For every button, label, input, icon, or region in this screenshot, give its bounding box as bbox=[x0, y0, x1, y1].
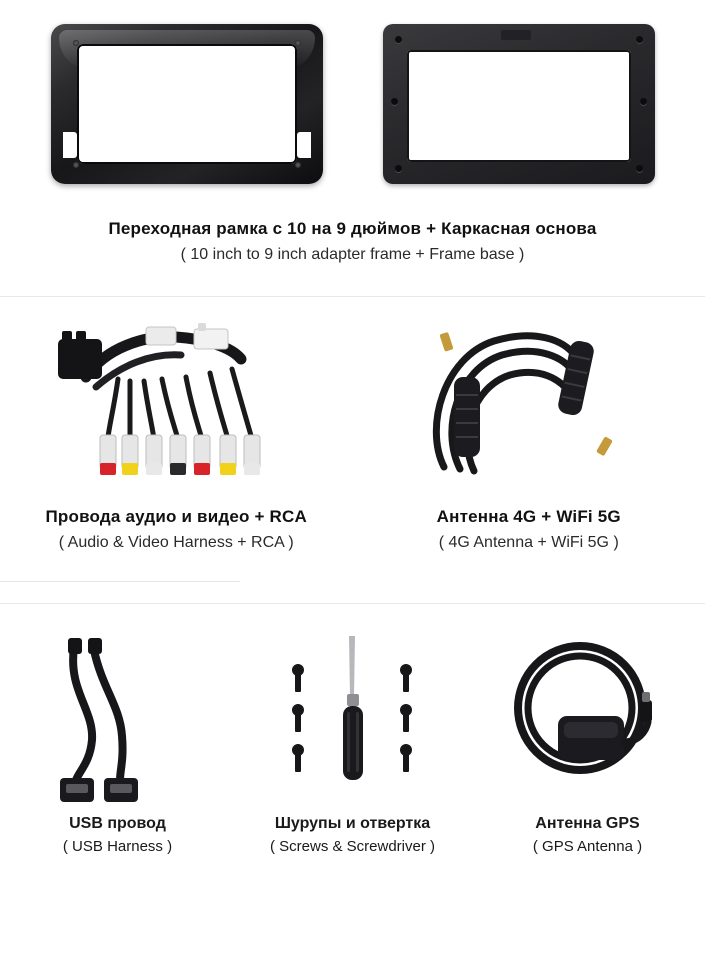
section-adapter-frame bbox=[0, 0, 705, 270]
section-usb-screws-gps bbox=[0, 604, 705, 934]
frame-base-hole bbox=[640, 98, 647, 105]
screws-screwdriver-image bbox=[263, 630, 443, 805]
frame-screw-icon bbox=[73, 40, 79, 46]
frame-screw-icon bbox=[73, 162, 79, 168]
item-av-harness bbox=[0, 317, 353, 554]
frame-notch-left bbox=[63, 132, 77, 158]
frame-base-tab bbox=[501, 30, 531, 40]
frame-notch-right bbox=[297, 132, 311, 158]
item-usb-harness bbox=[0, 630, 235, 855]
frame-images bbox=[0, 24, 705, 184]
matte-frame-base-image bbox=[383, 24, 655, 184]
screws-screwdriver-drawing bbox=[263, 630, 443, 805]
antenna-4g-drawing bbox=[414, 317, 644, 492]
frame-base-hole bbox=[636, 36, 643, 43]
gps-antenna-drawing bbox=[488, 630, 688, 805]
gps-antenna-label-en: ( GPS Antenna ) bbox=[532, 838, 643, 855]
screws-screwdriver-label-ru: Шурупы и отвертка bbox=[274, 815, 431, 832]
section-harness-antenna bbox=[0, 297, 705, 597]
item-screws-screwdriver bbox=[235, 630, 470, 855]
frame-base-hole bbox=[395, 165, 402, 172]
usb-harness-label-en: ( USB Harness ) bbox=[62, 838, 173, 855]
frame-base-hole bbox=[395, 36, 402, 43]
usb-harness-drawing bbox=[28, 630, 208, 805]
item-antenna-4g bbox=[353, 317, 705, 554]
decorative-rule bbox=[0, 581, 240, 582]
screws-screwdriver-label-en: ( Screws & Screwdriver ) bbox=[269, 838, 436, 855]
adapter-frame-label-en: ( 10 inch to 9 inch adapter frame + Frame base ) bbox=[180, 246, 525, 264]
frame-screw-icon bbox=[295, 162, 301, 168]
av-harness-label-ru: Провода аудио и видео + RCA bbox=[45, 507, 307, 526]
frame-gloss-highlight bbox=[59, 30, 315, 70]
frame-base-hole bbox=[391, 98, 398, 105]
av-harness-drawing bbox=[26, 317, 326, 492]
adapter-frame-label-ru: Переходная рамка с 10 на 9 дюймов + Каркасная основа bbox=[108, 219, 597, 238]
item-gps-antenna bbox=[470, 630, 705, 855]
gps-antenna-label-ru: Антенна GPS bbox=[535, 815, 640, 832]
glossy-adapter-frame-image bbox=[51, 24, 323, 184]
antenna-4g-label-ru: Антенна 4G + WiFi 5G bbox=[436, 507, 621, 526]
frame-base-hole bbox=[636, 165, 643, 172]
antenna-4g-image bbox=[414, 317, 644, 492]
av-harness-image bbox=[26, 317, 326, 492]
av-harness-label-en: ( Audio & Video Harness + RCA ) bbox=[58, 534, 294, 552]
gps-antenna-image bbox=[488, 630, 688, 805]
antenna-4g-label-en: ( 4G Antenna + WiFi 5G ) bbox=[438, 534, 619, 552]
frame-screw-icon bbox=[295, 40, 301, 46]
usb-harness-label-ru: USB провод bbox=[69, 815, 166, 832]
usb-harness-image bbox=[28, 630, 208, 805]
